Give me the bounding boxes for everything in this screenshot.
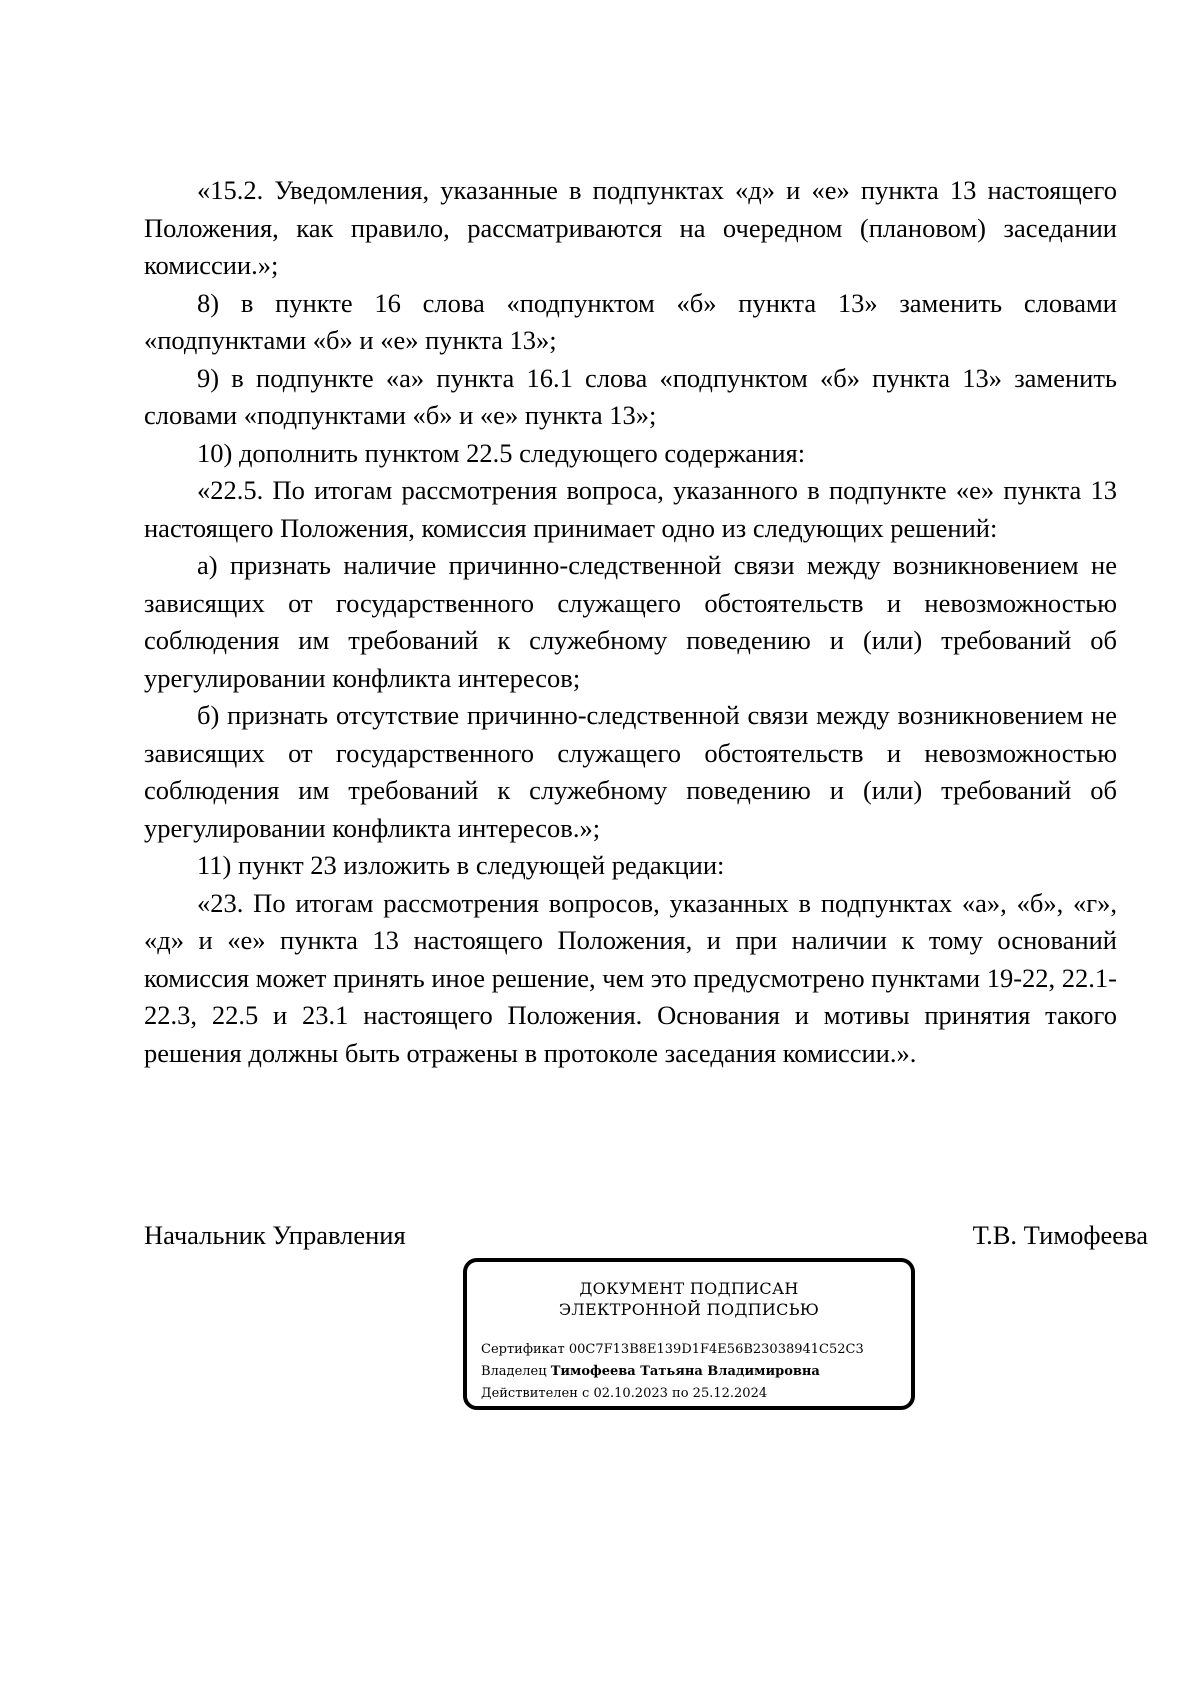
paragraph-item-8: 8) в пункте 16 слова «подпунктом «б» пункта 13» заменить словами «подпунктами «б» и «е» пункта 13»; [144, 287, 1117, 355]
stamp-owner-value: Тимофеева Татьяна Владимировна [550, 1364, 820, 1379]
paragraph-23: «23. По итогам рассмотрения вопросов, указанных в подпунктах «а», «б», «г», «д» и «е» пункта 13 настоящего Положения, и при наличии к тому оснований комиссия может принять иное решение, чем это предусмотрено пунктами 19-22, 22.1-22.3, 22.5 и 23.1 настоящего Положения. Основания и мотивы принятия такого решения должны быть отражены в протоколе заседания комиссии.». [144, 887, 1117, 1068]
stamp-validity-row [481, 1383, 864, 1405]
paragraph-item-11: 11) пункт 23 изложить в следующей редакции: [197, 850, 725, 880]
stamp-certificate-value: 00C7F13B8E139D1F4E56B23038941C52C3 [568, 1342, 864, 1357]
paragraph-subitem-b: б) признать отсутствие причинно-следственной связи между возникновением не зависящих от государственного служащего обстоятельств и невозможностью соблюдения им требований к служебному поведению и (или) требований об урегулировании конфликта интересов.»; [144, 700, 1117, 843]
stamp-valid-from-label: с [582, 1386, 590, 1401]
stamp-valid-label: Действителен [481, 1386, 578, 1401]
document-body [144, 172, 1117, 1072]
paragraph-item-10: 10) дополнить пунктом 22.5 следующего содержания: [197, 437, 806, 468]
signer-name: Т.В. Тимофеева [972, 1220, 1148, 1250]
stamp-title-line-2: ЭЛЕКТРОННОЙ ПОДПИСЬЮ [558, 1300, 820, 1319]
stamp-title [467, 1278, 911, 1320]
paragraph-item-9: 9) в подпункте «а» пункта 16.1 слова «подпунктом «б» пункта 13» заменить словами «подпунктами «б» и «е» пункта 13»; [144, 362, 1117, 430]
signer-position: Начальник Управления [144, 1220, 406, 1250]
stamp-certificate-row [481, 1339, 864, 1361]
paragraph-subitem-a: а) признать наличие причинно-следственной связи между возникновением не зависящих от государственного служащего обстоятельств и невозможностью соблюдения им требований к служебному поведению и (или) требований об урегулировании конфликта интересов; [144, 550, 1117, 693]
stamp-valid-to-label: по [672, 1386, 689, 1401]
stamp-details [481, 1339, 864, 1405]
paragraph-22-5: «22.5. По итогам рассмотрения вопроса, указанного в подпункте «е» пункта 13 настоящего Положения, комиссия принимает одно из следующих решений: [144, 475, 1117, 543]
stamp-valid-from: 02.10.2023 [593, 1386, 668, 1401]
stamp-valid-to: 25.12.2024 [692, 1386, 768, 1401]
stamp-certificate-label: Сертификат [481, 1342, 565, 1357]
stamp-owner-row [481, 1361, 864, 1383]
stamp-title-line-1: ДОКУМЕНТ ПОДПИСАН [579, 1279, 799, 1298]
electronic-signature-stamp [463, 1258, 915, 1410]
stamp-owner-label: Владелец [481, 1364, 547, 1379]
signature-block [144, 1217, 1148, 1254]
paragraph-15-2: «15.2. Уведомления, указанные в подпунктах «д» и «е» пункта 13 настоящего Положения, как правило, рассматриваются на очередном (плановом) заседании комиссии.»; [144, 175, 1117, 280]
